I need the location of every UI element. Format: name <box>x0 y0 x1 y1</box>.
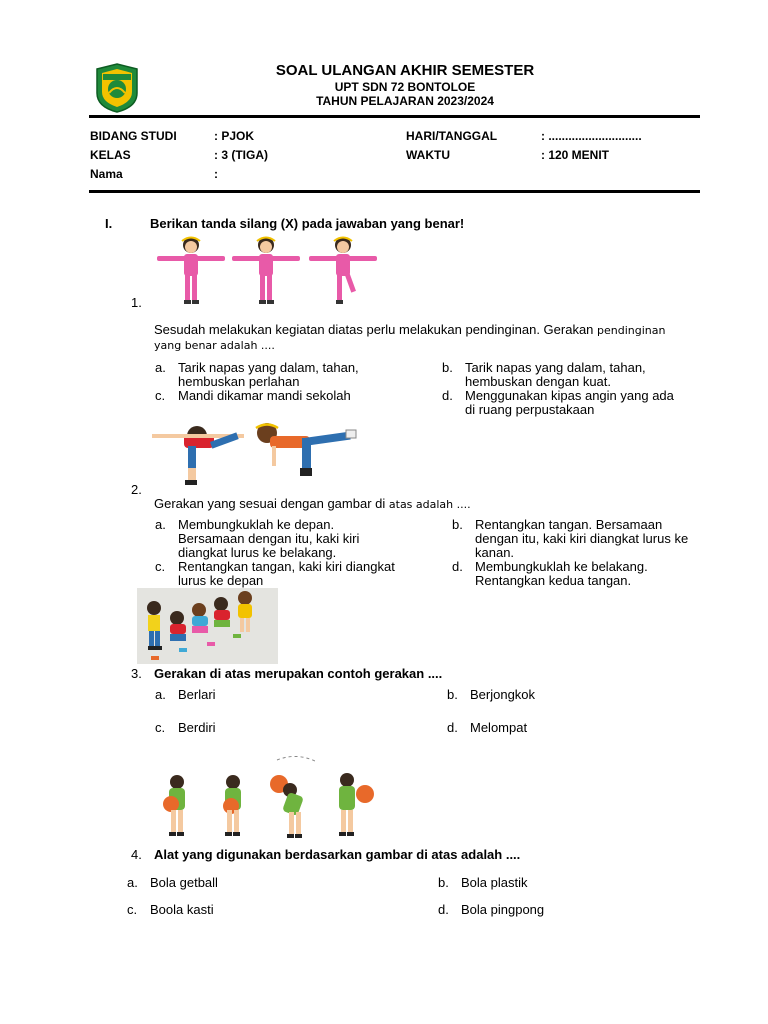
option-key: b. <box>447 687 458 702</box>
option-key: b. <box>442 360 453 375</box>
q2-option-d[interactable] <box>452 560 722 588</box>
section-instruction: Berikan tanda silang (X) pada jawaban yang benar! <box>150 216 465 231</box>
q4-option-c[interactable] <box>127 903 327 917</box>
q2-text-main: Gerakan yang sesuai dengan gambar di <box>154 496 386 511</box>
option-key: a. <box>155 517 166 532</box>
academic-year: TAHUN PELAJARAN 2023/2024 <box>316 94 494 108</box>
option-key: a. <box>127 875 138 890</box>
q3-option-d[interactable] <box>447 721 647 735</box>
q4-option-a[interactable] <box>127 876 327 890</box>
stretch-figure-3 <box>309 237 377 304</box>
ball-kid-4 <box>339 773 374 836</box>
option-key: d. <box>452 559 463 574</box>
q4-option-d[interactable] <box>438 903 638 917</box>
day-value: : ............................ <box>541 129 642 143</box>
q1-text-small-2: yang benar adalah .... <box>154 339 275 352</box>
q2-option-c[interactable] <box>155 560 435 588</box>
q1-image-stretching <box>155 233 380 308</box>
q3-option-b[interactable] <box>447 688 647 702</box>
header-rule-top <box>89 115 700 118</box>
option-key: c. <box>155 388 166 403</box>
balance-figure-2 <box>256 423 356 476</box>
day-label: HARI/TANGGAL <box>406 129 498 143</box>
option-key: c. <box>155 559 166 574</box>
stretch-figure-1 <box>157 237 225 304</box>
q4-number: 4. <box>131 847 142 862</box>
option-text: Rentangkan tangan. Bersamaan dengan itu, kaki kiri diangkat lurus ke kanan. <box>475 517 689 560</box>
option-key: d. <box>442 388 453 403</box>
option-text: Melompat <box>470 720 528 735</box>
q3-option-a[interactable] <box>155 688 355 702</box>
option-text: Membungkuklah ke belakang. Rentangkan kedua tangan. <box>475 559 648 588</box>
stretch-figure-2 <box>232 237 300 304</box>
q3-image-kids-squatting <box>137 588 278 664</box>
option-text: Berlari <box>178 687 216 702</box>
section-number: I. <box>105 216 113 231</box>
q1-option-c[interactable] <box>155 389 425 403</box>
page-title: SOAL ULANGAN AKHIR SEMESTER <box>275 62 535 79</box>
option-text: Rentangkan tangan, kaki kiri diangkat lurus ke depan <box>178 559 395 588</box>
option-key: c. <box>155 720 166 735</box>
header-rule-bottom <box>89 190 700 193</box>
name-label: Nama <box>90 167 123 181</box>
q2-text <box>154 496 714 511</box>
q4-option-b[interactable] <box>438 876 638 890</box>
q1-text <box>154 322 714 337</box>
time-value: : 120 MENIT <box>541 148 610 162</box>
q1-option-b[interactable] <box>442 361 712 389</box>
q2-number: 2. <box>131 482 142 497</box>
option-text: Berjongkok <box>470 687 536 702</box>
q3-text: Gerakan di atas merupakan contoh gerakan .... <box>154 666 443 681</box>
q1-text-small-1: pendinginan <box>597 324 666 337</box>
q3-option-c[interactable] <box>155 721 355 735</box>
q1-option-a[interactable] <box>155 361 425 389</box>
option-key: c. <box>127 902 138 917</box>
q3-number: 3. <box>131 666 142 681</box>
logo-shield-icon <box>95 63 139 113</box>
q4-text: Alat yang digunakan berdasarkan gambar di atas adalah .... <box>154 847 521 862</box>
option-text: Boola kasti <box>150 902 214 917</box>
option-text: Tarik napas yang dalam, tahan, hembuskan dengan kuat. <box>465 360 646 389</box>
option-text: Bola pingpong <box>461 902 545 917</box>
option-key: a. <box>155 687 166 702</box>
q2-option-b[interactable] <box>452 518 722 560</box>
option-key: b. <box>452 517 463 532</box>
option-text: Tarik napas yang dalam, tahan, hembuskan perlahan <box>178 360 359 389</box>
q1-text-main: Sesudah melakukan kegiatan diatas perlu melakukan pendinginan. Gerakan <box>154 322 594 337</box>
q2-image-balance <box>152 420 362 490</box>
option-text: Membungkuklah ke depan. Bersamaan dengan itu, kaki kiri diangkat lurus ke belakang. <box>178 517 360 560</box>
option-key: b. <box>438 875 449 890</box>
option-text: Mandi dikamar mandi sekolah <box>178 388 351 403</box>
q1-option-d[interactable] <box>442 389 712 417</box>
option-text: Berdiri <box>178 720 216 735</box>
subject-label: BIDANG STUDI <box>90 129 177 143</box>
option-text: Menggunakan kipas angin yang ada di ruang perpustakaan <box>465 388 674 417</box>
class-value: : 3 (TIGA) <box>214 148 268 162</box>
ball-kid-2 <box>223 775 241 836</box>
ball-kid-1 <box>163 775 185 836</box>
option-key: a. <box>155 360 166 375</box>
balance-figure-1 <box>152 426 244 485</box>
q1-number: 1. <box>131 295 142 310</box>
option-key: d. <box>438 902 449 917</box>
time-label: WAKTU <box>406 148 450 162</box>
q2-text-small: atas adalah .... <box>388 498 471 511</box>
school-name: UPT SDN 72 BONTOLOE <box>334 80 476 94</box>
name-value: : <box>214 167 218 181</box>
q4-image-ball-play <box>157 752 382 842</box>
option-text: Bola plastik <box>461 875 528 890</box>
school-logo <box>95 63 139 113</box>
q2-option-a[interactable] <box>155 518 435 560</box>
ball-kid-3 <box>270 775 304 838</box>
option-key: d. <box>447 720 458 735</box>
option-text: Bola getball <box>150 875 218 890</box>
class-label: KELAS <box>90 148 131 162</box>
subject-value: : PJOK <box>214 129 255 143</box>
